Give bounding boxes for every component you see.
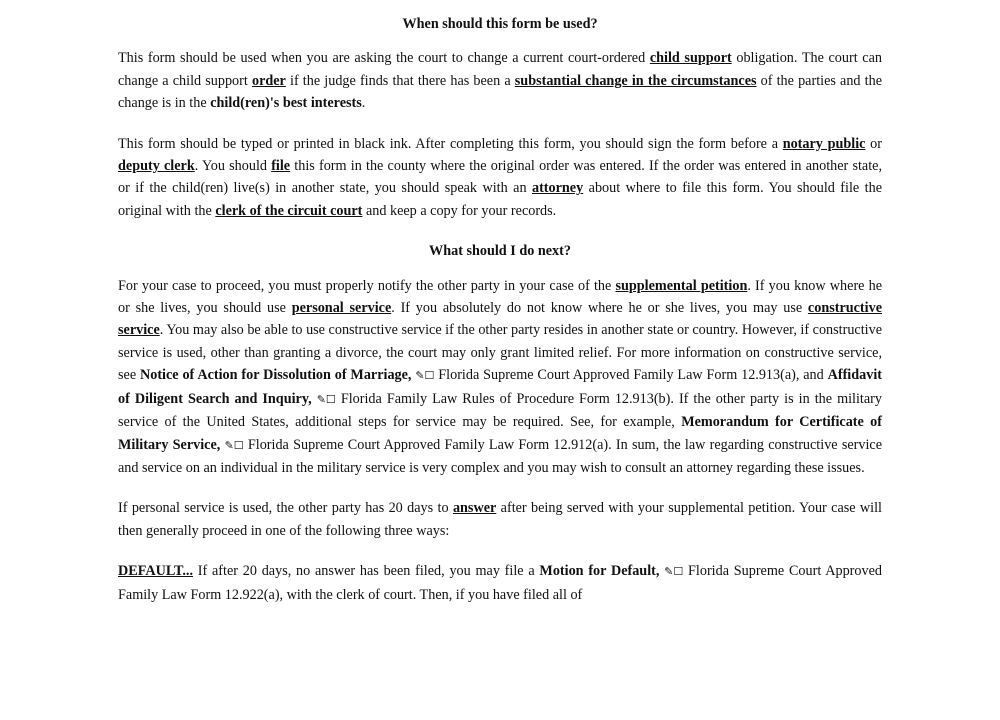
form-pencil-icon: ✎☐: [664, 565, 684, 579]
bold-memorandum-military: Memorandum for Certificate of Military Service,: [118, 414, 882, 453]
paragraph-service: [118, 275, 882, 480]
link-file[interactable]: file: [271, 158, 291, 175]
paragraph-purpose: [118, 47, 882, 114]
heading-what-next: What should I do next?: [429, 243, 571, 260]
text: and keep a copy for your records.: [362, 202, 557, 219]
text: obligation. The court can change a child support: [118, 50, 882, 89]
text: If after 20 days, no answer has been filed, you may file a: [193, 563, 540, 580]
text: Florida Family Law Rules of Procedure Form 12.913(b). If the other party is in the military service of the United States, additional steps for service may be required. See, for example,: [118, 390, 882, 431]
text: This form should be used when you are asking the court to change a current court-ordered: [118, 50, 650, 67]
paragraph-instructions: [118, 133, 882, 223]
text: Florida Supreme Court Approved Family Law Form 12.913(a), and: [434, 367, 828, 384]
form-pencil-icon: ✎☐: [415, 369, 435, 383]
text: . If you absolutely do not know where he or she lives, you may use: [391, 300, 808, 317]
text: . You should: [194, 158, 272, 175]
heading-when-to-use: When should this form be used?: [402, 16, 598, 32]
link-clerk-of-circuit-court[interactable]: clerk of the circuit court: [215, 202, 363, 219]
text: . If you know where he or she lives, you should use: [118, 277, 883, 317]
paragraph-answer: [118, 497, 882, 542]
text: of the parties and the change is in the: [118, 72, 883, 112]
text: . You may also be able to use constructive service if the other party resides in another state or country. However, if constructive service is used, other than granting a divorce, the court may only grant limited relief. For more information on constructive service, see: [118, 322, 882, 384]
link-constructive-service[interactable]: constructive service: [118, 300, 882, 339]
text: about where to file this form. You should file the original with the: [118, 180, 882, 219]
document-page: [118, 0, 882, 624]
link-child-support[interactable]: child support: [649, 50, 732, 67]
text: Florida Supreme Court Approved Family Law Form 12.912(a). In sum, the law regarding constructive service and service on an individual in the military service is very complex and you may wish to consult an attorney regarding these issues.: [118, 436, 882, 476]
bold-affidavit-diligent-search: Affidavit of Diligent Search and Inquiry,: [118, 367, 882, 407]
bold-best-interests: child(ren)'s best interests: [210, 95, 362, 112]
paragraph-default: [118, 560, 882, 606]
link-answer[interactable]: answer: [452, 500, 497, 517]
text: this form in the county where the original order was entered. If the order was entered in another state, or if the child(ren) live(s) in another state, you should speak with an: [118, 158, 882, 197]
text: or: [865, 135, 882, 152]
text: .: [361, 95, 366, 112]
text: For your case to proceed, you must properly notify the other party in your case of the: [118, 277, 616, 294]
link-default[interactable]: DEFAULT...: [118, 563, 194, 580]
text: This form should be typed or printed in black ink. After completing this form, you should sign the form before a: [118, 135, 783, 152]
text: If personal service is used, the other party has 20 days to: [118, 500, 453, 517]
link-notary-public[interactable]: notary public: [782, 135, 866, 152]
text: after being served with your supplemental petition. Your case will then generally proceed in one of the following three ways:: [118, 500, 882, 539]
bold-notice-of-action: Notice of Action for Dissolution of Marriage,: [139, 367, 416, 384]
link-deputy-clerk[interactable]: deputy clerk: [118, 158, 195, 175]
bold-motion-for-default: Motion for Default,: [539, 563, 665, 580]
form-pencil-icon: ✎☐: [224, 438, 244, 452]
link-supplemental-petition[interactable]: supplemental petition: [615, 277, 748, 294]
link-attorney[interactable]: attorney: [531, 180, 584, 197]
link-order[interactable]: order: [251, 72, 286, 89]
form-pencil-icon: ✎☐: [316, 392, 336, 406]
text: if the judge finds that there has been a: [285, 72, 515, 89]
link-personal-service[interactable]: personal service: [291, 300, 392, 317]
text: Florida Supreme Court Approved Family Law Form 12.922(a), with the clerk of court. Then, if you have filed all of: [118, 563, 882, 603]
link-substantial-change[interactable]: substantial change in the circumstances: [514, 72, 757, 89]
